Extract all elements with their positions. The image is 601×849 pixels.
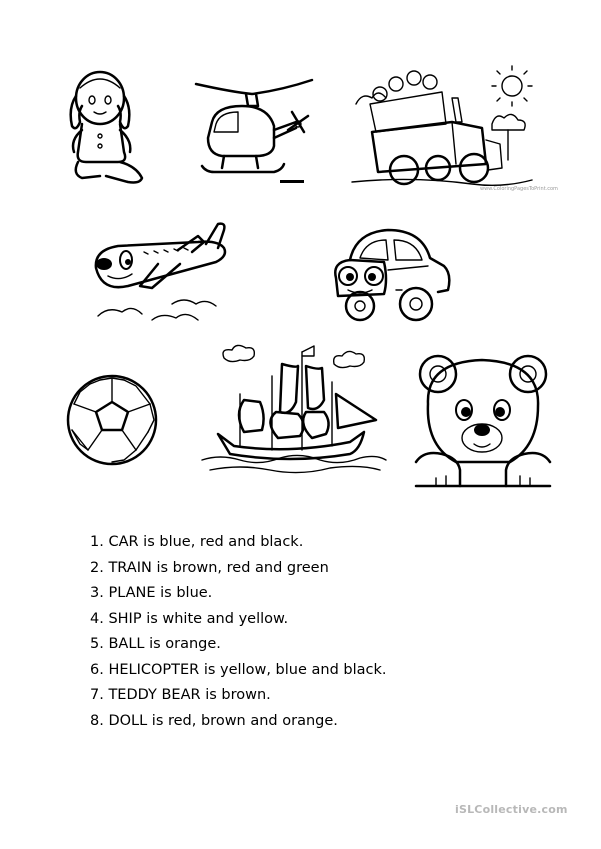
instruction-text: SHIP is white and yellow. [108, 610, 289, 627]
instruction-list [90, 530, 387, 734]
svg-text:www.ColoringPagesToPrint.com: www.ColoringPagesToPrint.com [480, 186, 558, 192]
instruction-text: BALL is orange. [108, 636, 221, 652]
train-picture [352, 64, 558, 192]
instruction-item-5 [90, 632, 387, 658]
instruction-text: PLANE is blue. [108, 585, 213, 601]
instruction-number: 7. [90, 687, 104, 703]
instruction-text: CAR is blue, red and black. [108, 534, 304, 550]
instruction-number: 5. [90, 636, 104, 652]
instruction-item-2 [90, 556, 387, 582]
teddy-bear-picture [414, 346, 552, 488]
instruction-text: TEDDY BEAR is brown. [108, 687, 271, 703]
instruction-number: 6. [90, 661, 104, 678]
ball-picture [64, 372, 160, 468]
watermark: iSLCollective.com [455, 803, 568, 816]
car-picture [326, 220, 456, 326]
instruction-item-6 [90, 658, 387, 684]
instruction-number: 2. [90, 559, 104, 576]
instruction-number: 8. [90, 712, 104, 729]
helicopter-picture [192, 76, 320, 188]
instruction-item-3 [90, 581, 387, 607]
instruction-number: 4. [90, 610, 104, 627]
instruction-number: 1. [90, 534, 104, 550]
instruction-item-8 [90, 709, 387, 735]
instruction-item-7 [90, 683, 387, 709]
instruction-text: TRAIN is brown, red and green [108, 559, 329, 576]
ship-picture [200, 342, 388, 476]
doll-picture [62, 66, 152, 188]
plane-picture [88, 220, 238, 330]
instruction-number: 3. [90, 585, 104, 601]
instruction-text: DOLL is red, brown and orange. [108, 712, 338, 729]
instruction-item-1 [90, 530, 387, 556]
instruction-item-4 [90, 607, 387, 633]
instruction-text: HELICOPTER is yellow, blue and black. [108, 661, 387, 678]
